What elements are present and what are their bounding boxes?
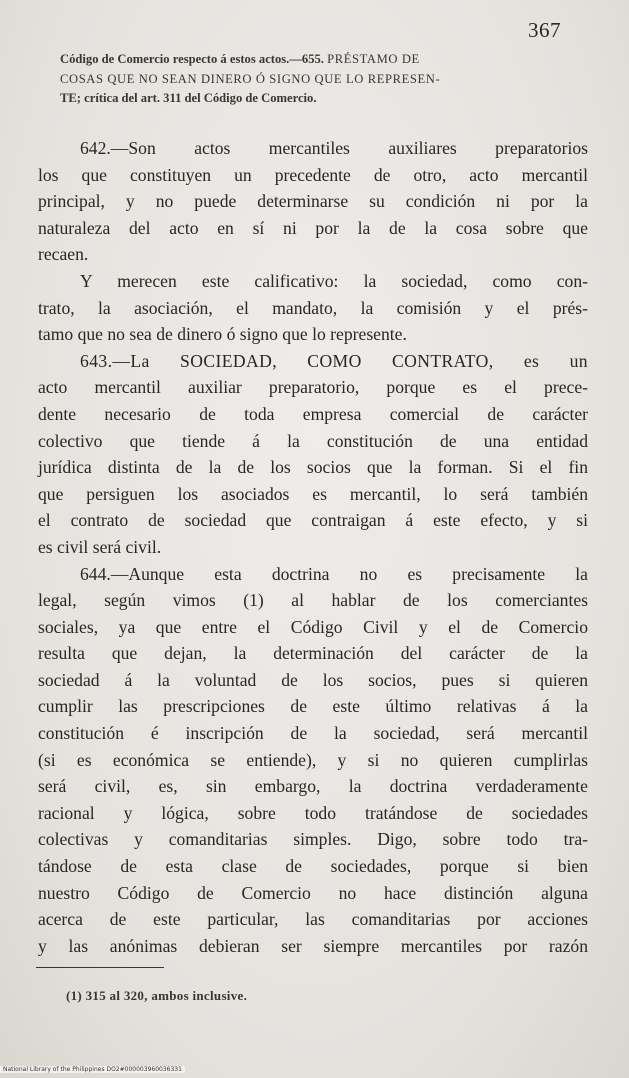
text-line: cumplir las prescripciones de este último relativas á la <box>38 696 588 717</box>
text-line: los que constituyen un precedente de otro, acto mercantil <box>38 164 588 185</box>
text-line: trato, la asociación, el mandato, la comisión y el prés- <box>38 297 588 318</box>
text-line: colectivas y comanditarias simples. Digo, sobre todo tra- <box>38 829 588 850</box>
text-line: principal, y no puede determinarse su condición ni por la <box>38 191 588 212</box>
text-line: acto mercantil auxiliar preparatorio, porque es el prece- <box>38 377 588 398</box>
text-line: legal, según vimos (1) al hablar de los comerciantes <box>38 590 588 611</box>
text-line: es civil será civil. <box>38 536 162 557</box>
text-line: será civil, es, sin embargo, la doctrina verdaderamente <box>38 776 588 797</box>
text-line: naturaleza del acto en sí ni por la de la cosa sobre que <box>38 217 588 238</box>
text-line: y las anónimas debieran ser siempre mercantiles por razón <box>38 935 588 956</box>
text-line: 644.—Aunque esta doctrina no es precisamente la <box>80 563 588 584</box>
text-line: tándose de esta clase de sociedades, porque si bien <box>38 856 588 877</box>
chapter-summary <box>60 50 580 109</box>
library-credit: National Library of the Philippines DO2#000003960036331 <box>0 1066 185 1073</box>
text-line: constitución é inscripción de la sociedad, será mercantil <box>38 723 588 744</box>
summary-line-1b: PRÉSTAMO DE <box>327 52 420 66</box>
text-line: acerca de este particular, las comanditarias por acciones <box>38 909 588 930</box>
text-line: colectivo que tiende á la constitución de una entidad <box>38 430 588 451</box>
page-number: 367 <box>528 18 561 42</box>
text-line: dente necesario de toda empresa comercial de carácter <box>38 403 588 424</box>
text-line: el contrato de sociedad que contraigan á este efecto, y si <box>38 510 588 531</box>
text-line: que persiguen los asociados es mercantil, lo será también <box>38 483 588 504</box>
text-line: (si es económica se entiende), y si no quieren cumplirlas <box>38 749 588 770</box>
summary-line-1a: Código de Comercio respecto á estos actos.—655. <box>60 52 324 66</box>
paragraph-644 <box>38 561 588 960</box>
paragraph-642b <box>38 268 588 348</box>
body-text <box>38 135 588 959</box>
text-line: racional y lógica, sobre todo tratándose de sociedades <box>38 802 588 823</box>
text-line: 643.—La SOCIEDAD, COMO CONTRATO, es un <box>80 350 588 371</box>
text-line: sociales, ya que entre el Código Civil y el de Comercio <box>38 616 588 637</box>
footnote: (1) 315 al 320, ambos inclusive. <box>66 988 248 1003</box>
paragraph-643 <box>38 348 588 561</box>
summary-line-3: TE; crítica del art. 311 del Código de Comercio. <box>60 91 317 105</box>
summary-line-2: COSAS QUE NO SEAN DINERO Ó SIGNO QUE LO REPRESEN- <box>60 71 441 86</box>
text-line: 642.—Son actos mercantiles auxiliares preparatorios <box>80 138 588 158</box>
text-line: tamo que no sea de dinero ó signo que lo represente. <box>38 324 407 345</box>
text-line: Y merecen este calificativo: la sociedad, como con- <box>80 270 588 291</box>
text-line: nuestro Código de Comercio no hace distinción alguna <box>38 882 588 903</box>
text-line: jurídica distinta de la de los socios que la forman. Si el fin <box>38 457 588 478</box>
text-line: recaen. <box>38 244 89 265</box>
paragraph-642 <box>38 135 588 268</box>
text-line: resulta que dejan, la determinación del carácter de la <box>38 643 588 664</box>
summary-line-1 <box>60 50 580 70</box>
text-line: sociedad á la voluntad de los socios, pues si quieren <box>38 669 588 690</box>
footnote-divider <box>36 967 164 968</box>
